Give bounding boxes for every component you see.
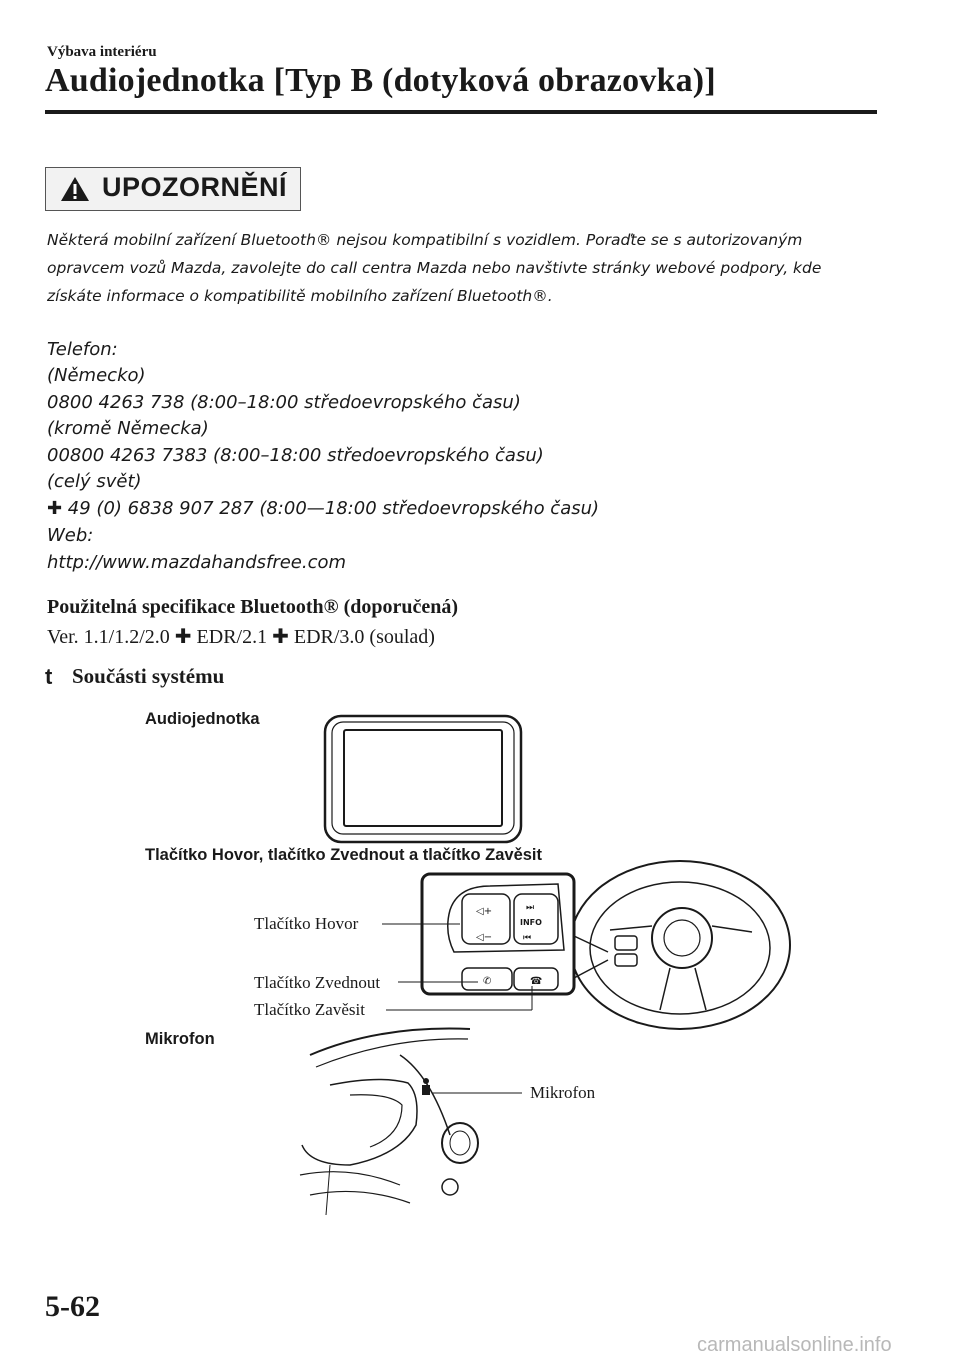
svg-text:◁+: ◁+	[476, 906, 493, 917]
watermark: carmanualsonline.info	[697, 1334, 892, 1356]
svg-text:⏮: ⏮	[523, 933, 532, 943]
info-button-label: INFO	[520, 918, 542, 927]
contact-line: 0800 4263 738 (8:00–18:00 středoevropského času)	[47, 392, 521, 413]
audio-unit-heading: Audiojednotka	[145, 710, 260, 728]
microphone-illustration	[290, 1015, 540, 1220]
microphone-label: Mikrofon	[530, 1083, 596, 1102]
microphone-heading: Mikrofon	[145, 1030, 215, 1048]
contact-line: (celý svět)	[47, 471, 142, 492]
pickup-button-label: Tlačítko Zvednout	[254, 973, 381, 992]
warning-triangle-icon	[60, 176, 90, 202]
svg-text:✆: ✆	[483, 976, 492, 987]
audio-unit-illustration	[320, 712, 526, 846]
caution-label: UPOZORNĚNÍ	[102, 172, 288, 202]
section-title: Výbava interiéru	[47, 44, 157, 60]
svg-text:◁−: ◁−	[476, 932, 493, 943]
bullet-marker: t	[45, 664, 53, 689]
page-number: 5-62	[45, 1290, 100, 1323]
contact-line: (kromě Německa)	[47, 418, 209, 439]
components-heading: Součásti systému	[72, 664, 225, 688]
contact-link[interactable]: http://www.mazdahandsfree.com	[47, 552, 347, 573]
contact-line: (Německo)	[47, 365, 146, 386]
caution-text-line: Některá mobilní zařízení Bluetooth® nejsou kompatibilní s vozidlem. Poraďte se s autorizovaným	[47, 231, 803, 249]
hangup-button-label: Tlačítko Zavěsit	[254, 1000, 365, 1019]
buttons-heading: Tlačítko Hovor, tlačítko Zvednout a tlačítko Zavěsit	[145, 846, 543, 864]
call-button-label: Tlačítko Hovor	[254, 914, 359, 933]
contact-line: ✚ 49 (0) 6838 907 287 (8:00—18:00 středoevropského času)	[47, 498, 600, 519]
caution-box	[45, 167, 301, 211]
page-title: Audiojednotka [Typ B (dotyková obrazovka)]	[45, 62, 716, 99]
contact-line: Web:	[47, 525, 94, 546]
svg-text:⏭: ⏭	[526, 903, 535, 913]
spec-value: Ver. 1.1/1.2/2.0 ✚ EDR/2.1 ✚ EDR/3.0 (soulad)	[47, 626, 435, 648]
caution-text-line: získáte informace o kompatibilitě mobilního zařízení Bluetooth®.	[47, 287, 553, 305]
svg-text:☎: ☎	[530, 976, 543, 987]
title-divider	[45, 110, 877, 114]
caution-text-line: opravcem vozů Mazda, zavolejte do call centra Mazda nebo navštivte stránky webové podpory, kde	[47, 259, 822, 277]
spec-heading: Použitelná specifikace Bluetooth® (doporučená)	[47, 596, 459, 618]
contact-line: Telefon:	[47, 339, 118, 360]
contact-line: 00800 4263 7383 (8:00–18:00 středoevropského času)	[47, 445, 544, 466]
